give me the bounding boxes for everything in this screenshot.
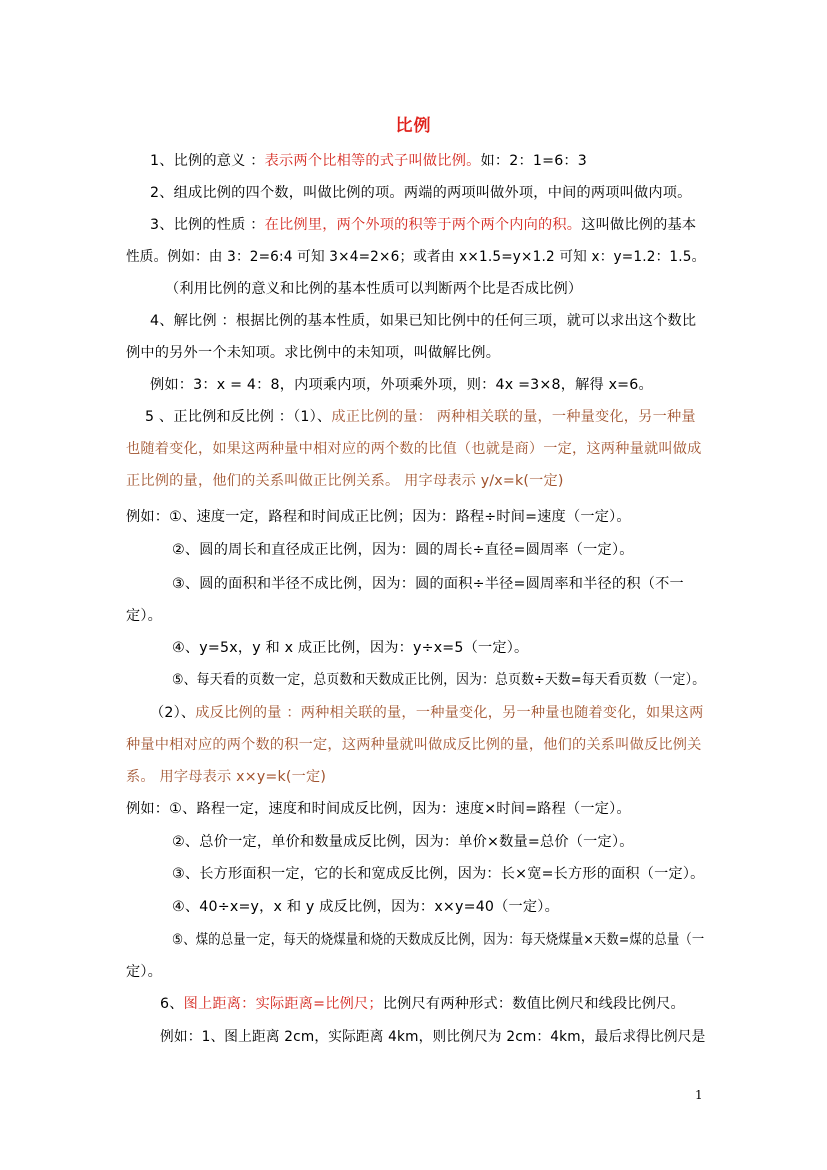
text-segment: 例如：1、图上距离 2cm，实际距离 4km，则比例尺为 2cm：4km，最后求得比例尺是 <box>160 1029 706 1045</box>
text-segment: ⑤、每天看的页数一定，总页数和天数成正比例，因为：总页数÷天数=每天看页数（一定）。 <box>172 672 706 688</box>
text-segment: 系。 用字母表示 x×y=k(一定) <box>126 769 327 785</box>
page-number: 1 <box>695 1088 703 1102</box>
text-segment: 2、组成比例的四个数，叫做比例的项。两端的两项叫做外项，中间的两项叫做内项。 <box>150 185 692 201</box>
text-segment: 例中的另外一个未知项。求比例中的未知项，叫做解比例。 <box>126 345 501 361</box>
text-segment: 性质。例如：由 3：2=6:4 可知 3×4=2×6；或者由 x×1.5=y×1.2 可知 x：y=1.2：1.5。 <box>126 249 706 265</box>
text-line <box>126 735 702 755</box>
text-line <box>150 375 653 395</box>
text-segment: 种量中相对应的两个数的积一定，这两种量就叫做成反比例的量，他们的关系叫做反比例关 <box>126 737 702 753</box>
text-line <box>172 930 704 950</box>
text-line <box>126 471 564 491</box>
text-line <box>126 507 631 527</box>
text-segment: 定）。 <box>126 964 163 980</box>
text-segment: 如：2：1=6：3 <box>480 153 588 169</box>
text-line <box>172 638 528 658</box>
text-segment: 成正比例的量： 两种相关联的量，一种量变化，另一种量 <box>331 409 696 425</box>
text-line <box>126 962 162 982</box>
text-segment: 3、比例的性质 ： <box>150 217 265 233</box>
text-segment: 1、比例的意义 ： <box>150 153 265 169</box>
text-segment: 6、 <box>160 996 184 1012</box>
text-segment: 例如：①、路程一定，速度和时间成反比例，因为：速度×时间=路程（一定）。 <box>126 801 631 817</box>
text-segment: 5 、正比例和反比例 ：（1）、 <box>145 409 332 425</box>
text-line <box>172 540 634 560</box>
text-segment: 定）。 <box>126 608 163 624</box>
text-segment: 这叫做比例的基本 <box>581 217 697 233</box>
text-segment: 成反比例的量 ：两种相关联的量，一种量变化，另一种量也随着变化，如果这两 <box>195 705 704 721</box>
text-segment: ⑤、煤的总量一定，每天的烧煤量和烧的天数成反比例，因为：每天烧煤量×天数=煤的总量（一 <box>172 932 705 948</box>
text-line <box>172 864 704 884</box>
text-segment: 正比例的量，他们的关系叫做正比例关系。 用字母表示 y/x=k(一定) <box>126 473 564 489</box>
text-line <box>172 670 705 690</box>
text-line <box>126 343 500 363</box>
text-line <box>150 311 696 331</box>
text-line <box>150 703 704 723</box>
text-line <box>126 439 702 459</box>
text-line <box>150 215 696 235</box>
text-segment: 也随着变化，如果这两种量中相对应的两个数的比值（也就是商）一定，这两种量就叫做成 <box>126 441 702 457</box>
text-segment: ③、圆的面积和半径不成比例，因为：圆的面积÷半径=圆周率和半径的积（不一 <box>172 576 684 592</box>
text-segment: ②、总价一定，单价和数量成反比例，因为：单价×数量=总价（一定）。 <box>172 834 634 850</box>
text-line <box>160 994 685 1014</box>
text-line <box>126 606 162 626</box>
text-segment: ②、圆的周长和直径成正比例，因为：圆的周长÷直径=圆周率（一定）。 <box>172 542 634 558</box>
page-title: 比例 <box>395 116 432 136</box>
text-line <box>126 247 705 267</box>
text-segment: 4、解比例 ：根据比例的基本性质，如果已知比例中的任何三项，就可以求出这个数比 <box>150 313 697 329</box>
text-line <box>160 1027 705 1047</box>
text-line <box>126 799 631 819</box>
text-segment: 图上距离：实际距离=比例尺； <box>183 996 383 1012</box>
text-segment: 例如：3：x = 4：8，内项乘内项，外项乘外项，则：4x =3×8，解得 x=6。 <box>150 377 653 393</box>
text-line <box>126 767 326 787</box>
text-line <box>172 832 634 852</box>
text-segment: 例如：①、速度一定，路程和时间成正比例；因为：路程÷时间=速度（一定）。 <box>126 509 631 525</box>
text-segment: （利用比例的意义和比例的基本性质可以判断两个比是否成比例） <box>165 281 583 297</box>
text-line <box>172 897 559 917</box>
text-segment: （2）、 <box>150 705 196 721</box>
text-segment: ④、y=5x，y 和 x 成正比例，因为：y÷x=5（一定）。 <box>172 640 529 656</box>
text-line <box>145 407 696 427</box>
text-line <box>150 183 692 203</box>
text-segment: ④、40÷x=y，x 和 y 成反比例，因为：x×y=40（一定）。 <box>172 899 559 915</box>
text-line <box>172 574 684 594</box>
text-line <box>150 151 587 171</box>
text-segment: 在比例里，两个外项的积等于两个两个内向的积。 <box>264 217 582 233</box>
text-line <box>165 279 582 299</box>
text-segment: ③、长方形面积一定，它的长和宽成反比例，因为：长×宽=长方形的面积（一定）。 <box>172 866 705 882</box>
text-segment: 表示两个比相等的式子叫做比例。 <box>264 153 481 169</box>
text-segment: 比例尺有两种形式：数值比例尺和线段比例尺。 <box>382 996 685 1012</box>
